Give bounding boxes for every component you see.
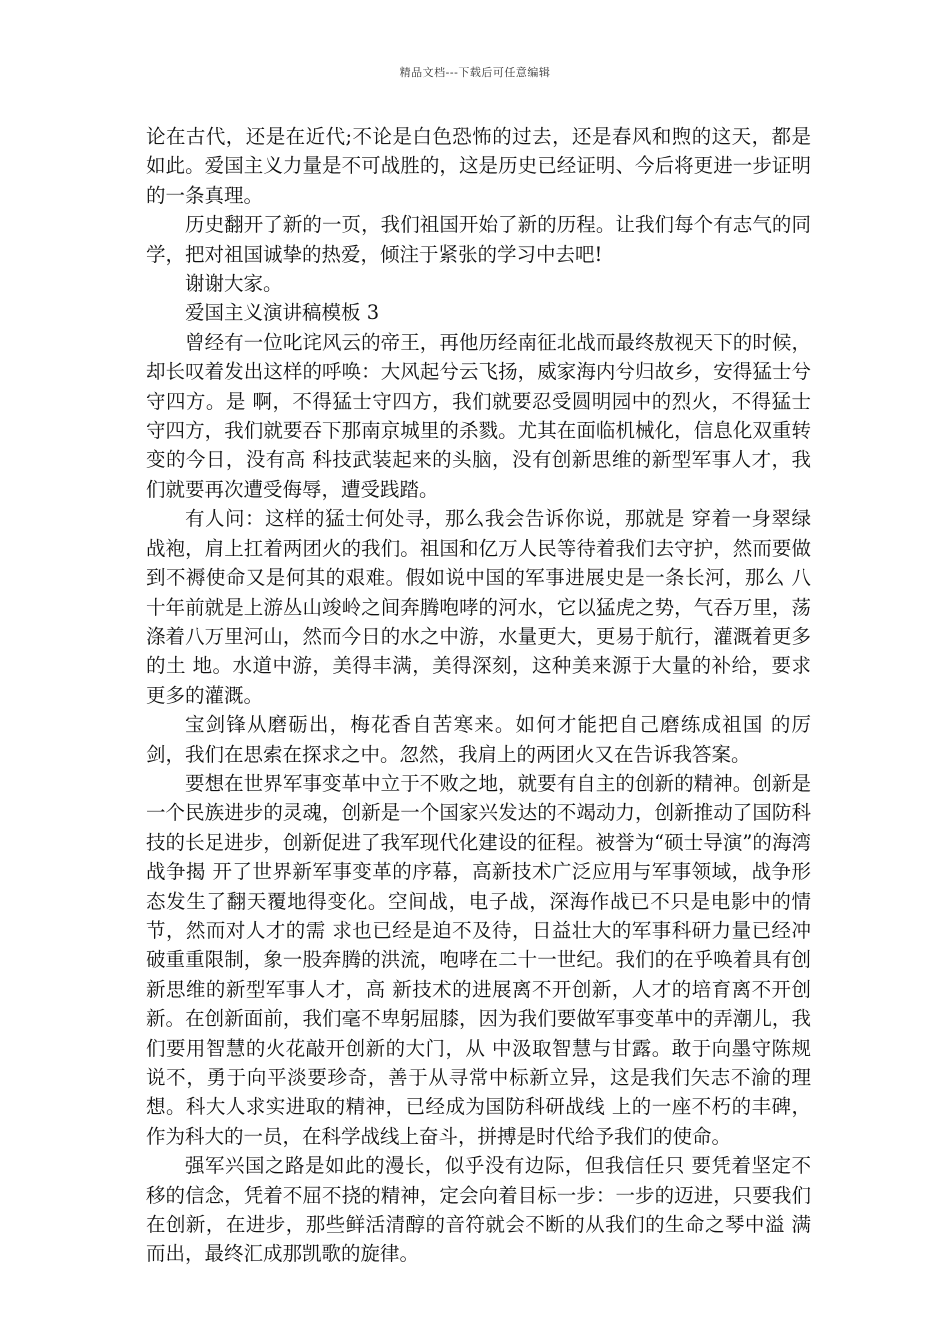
paragraph: 论在古代，还是在近代;不论是白色恐怖的过去，还是春风和煦的这天，都是如此。爱国主义力量是不可战胜的，这是历史已经证明、今后将更进一步证明的一条真理。 [146,125,811,207]
paragraph: 宝剑锋从磨砺出，梅花香自苦寒来。如何才能把自己磨练成祖国 的厉剑，我们在思索在探求之中。忽然，我肩上的两团火又在告诉我答案。 [146,713,811,766]
paragraph: 要想在世界军事变革中立于不败之地，就要有自主的创新的精神。创新是 一个民族进步的灵魂，创新是一个国家兴发达的不竭动力，创新推动了国防科技的长足进步，创新促进了我军现代化建设的征程。被誉为“硕士导演”的海湾战争揭 开了世界新军事变革的序幕，高新技术广泛应用与军事领域，战争形态发生了翻天覆地得变化。空间战，电子战，深海作战已不只是电影中的情节，然而对人才的需 求也已经是迫不及待，日益壮大的军事科研力量已经冲破重重限制，象一股奔腾的洪流，咆哮在二十一世纪。我们的在乎唤着具有创新思维的新型军事人才，高 新技术的进展离不开创新，人才的培育离不开创新。在创新面前，我们毫不卑躬屈膝，因为我们要做军事变革中的弄潮儿，我们要用智慧的火花敲开创新的大门，从 中汲取智慧与甘露。敢于向墨守陈规说不，勇于向平淡要珍奇，善于从寻常中标新立异，这是我们矢志不渝的理想。科大人求实进取的精神，已经成为国防科研战线 上的一座不朽的丰碑，作为科大的一员，在科学战线上奋斗，拼搏是时代给予我们的使命。 [146,771,811,1148]
paragraph: 谢谢大家。 [185,272,283,296]
document-body [146,122,811,1269]
paragraph: 曾经有一位叱诧风云的帝王，再他历经南征北战而最终敖视天下的时候，却长叹着发出这样的呼唤：大风起兮云飞扬，威家海内兮归故乡，安得猛士兮守四方。是 啊，不得猛士守四方，我们就要忍受圆明园中的烈火，不得猛士守四方，我们就要吞下那南京城里的杀戮。尤其在面临机械化，信息化双重转变的今日，没有高 科技武装起来的头脑，没有创新思维的新型军事人才，我们就要再次遭受侮辱，遭受践踏。 [146,330,811,501]
paragraph: 强军兴国之路是如此的漫长，似乎没有边际，但我信任只 要凭着坚定不移的信念，凭着不屈不挠的精神，定会向着目标一步：一步的迈进，只要我们在创新，在进步，那些鲜活清醇的音符就会不断的从我们的生命之琴中溢 满而出，最终汇成那凯歌的旋律。 [146,1154,811,1266]
paragraph: 有人问：这样的猛士何处寻，那么我会告诉你说，那就是 穿着一身翠绿战袍，肩上扛着两团火的我们。祖国和亿万人民等待着我们去守护，然而要做到不褥使命又是何其的艰难。假如说中国的军事进展史是一条长河，那么 八十年前就是上游丛山竣岭之间奔腾咆哮的河水，它以猛虎之势，气吞万里，荡涤着八万里河山，然而今日的水之中游，水量更大，更易于航行，灌溉着更多的土 地。水道中游，美得丰满，美得深刻，这种美来源于大量的补给，要求更多的灌溉。 [146,507,811,707]
paragraph: 历史翻开了新的一页，我们祖国开始了新的历程。让我们每个有志气的同学，把对祖国诚挚的热爱，倾注于紧张的学习中去吧! [146,213,811,266]
section-title: 爱国主义演讲稿模板 3 [185,301,380,325]
page-header: 精品文档---下载后可任意编辑 [399,66,551,79]
